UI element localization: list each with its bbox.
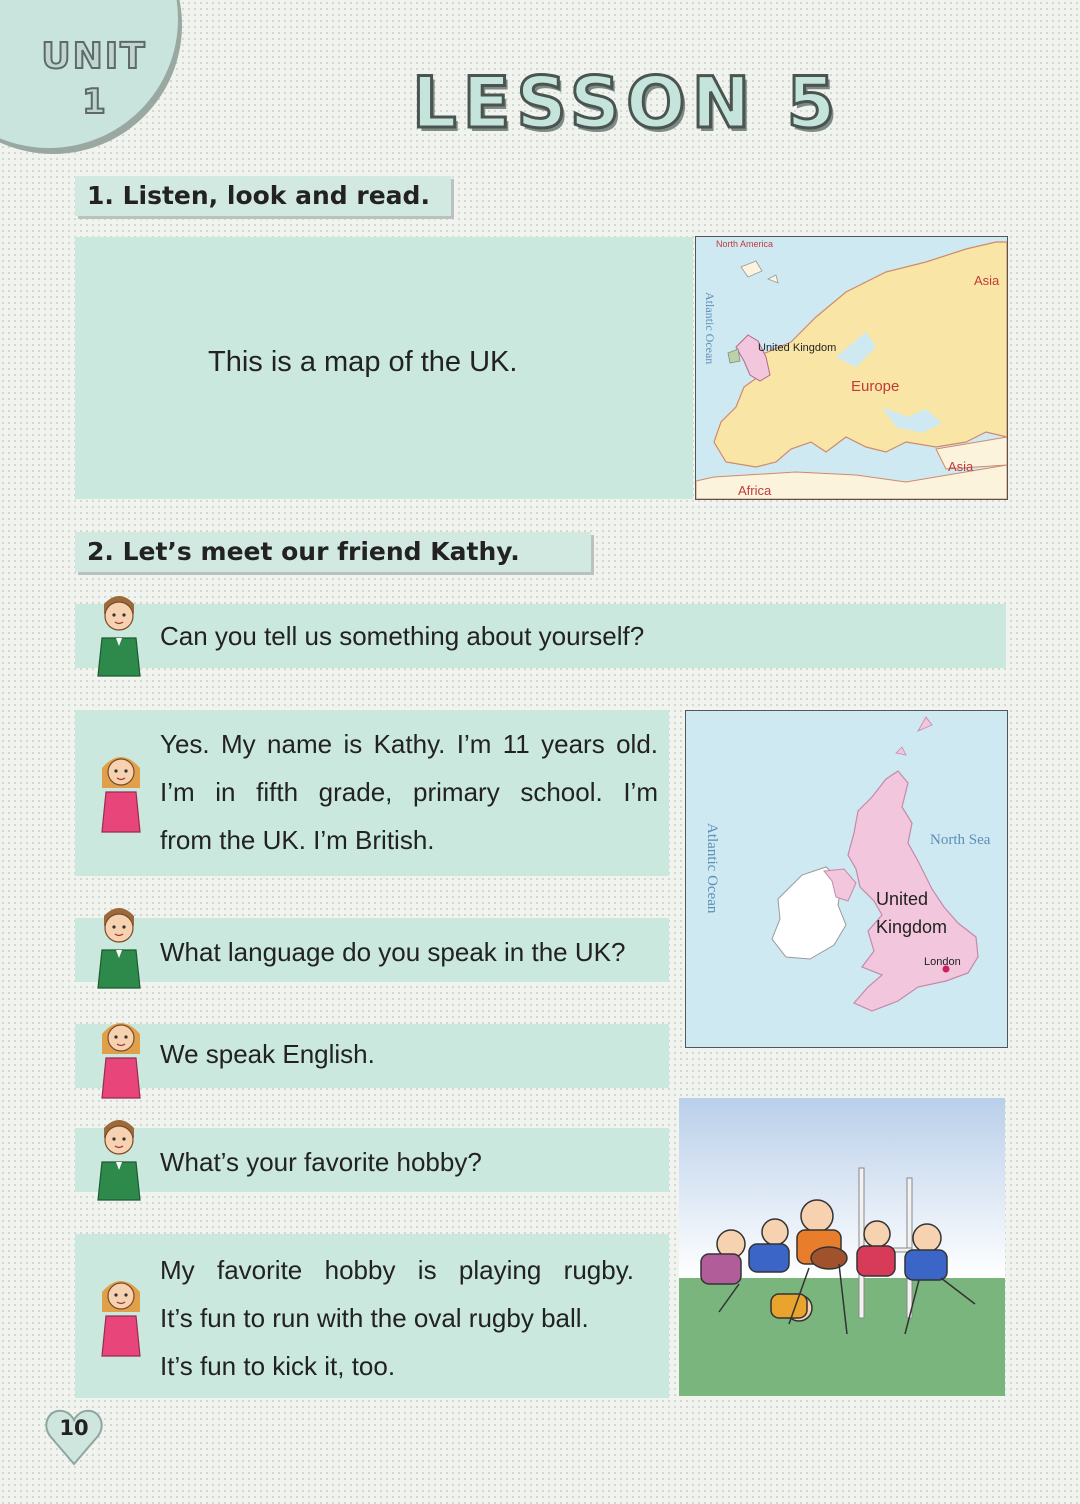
- dialogue-line-6a: My favorite hobby is playing rugby.: [160, 1255, 634, 1285]
- uk-label-north-sea: North Sea: [930, 832, 991, 848]
- dialogue-line-4: We speak English.: [160, 1039, 375, 1069]
- label-africa: Africa: [738, 483, 772, 498]
- section-2-heading: 2. Let’s meet our friend Kathy.: [75, 532, 591, 572]
- boy-character-icon: [88, 588, 150, 680]
- dialogue-line-6b: It’s fun to run with the oval rugby ball.: [160, 1303, 589, 1333]
- kathy-character-icon: [90, 1010, 152, 1102]
- dialogue-line-6c: It’s fun to kick it, too.: [160, 1351, 396, 1381]
- label-north-america: North America: [716, 239, 774, 249]
- europe-map: [695, 236, 1008, 500]
- unit-number: 1: [82, 82, 106, 122]
- uk-label-kingdom: Kingdom: [876, 917, 948, 937]
- uk-label-atlantic-ocean: Atlantic Ocean: [704, 823, 720, 914]
- uk-label-london: London: [924, 956, 961, 968]
- label-asia-bottom: Asia: [948, 459, 974, 474]
- page-number: 10: [59, 1416, 89, 1440]
- uk-label-united: United: [876, 889, 929, 909]
- section-1-heading: 1. Listen, look and read.: [75, 176, 451, 216]
- dialogue-line-2b: I’m in fifth grade, primary school. I’m: [160, 777, 658, 807]
- dialogue-line-3: What language do you speak in the UK?: [160, 937, 626, 967]
- europe-map-drawing: [696, 237, 1007, 499]
- boy-character-icon: [88, 900, 150, 992]
- label-atlantic-ocean: Atlantic Ocean: [703, 292, 717, 365]
- dialogue-line-1: Can you tell us something about yourself?: [160, 621, 645, 651]
- unit-label: UNIT: [41, 36, 147, 77]
- label-europe: Europe: [851, 378, 900, 395]
- boy-character-icon: [88, 1112, 150, 1204]
- dialogue-line-5: What’s your favorite hobby?: [160, 1147, 482, 1177]
- kathy-character-icon: [90, 744, 152, 836]
- uk-map: [685, 710, 1008, 1048]
- rugby-illustration: [679, 1098, 1005, 1396]
- dialogue-line-2a: Yes. My name is Kathy. I’m 11 years old.: [160, 729, 658, 759]
- map-caption: This is a map of the UK.: [208, 346, 518, 378]
- label-united-kingdom: United Kingdom: [758, 342, 837, 354]
- dialogue-line-2c: from the UK. I’m British.: [160, 825, 435, 855]
- label-asia-top: Asia: [974, 273, 1000, 288]
- kathy-character-icon: [90, 1268, 152, 1360]
- uk-map-drawing: [686, 711, 1007, 1047]
- lesson-title: LESSON 5: [412, 62, 842, 144]
